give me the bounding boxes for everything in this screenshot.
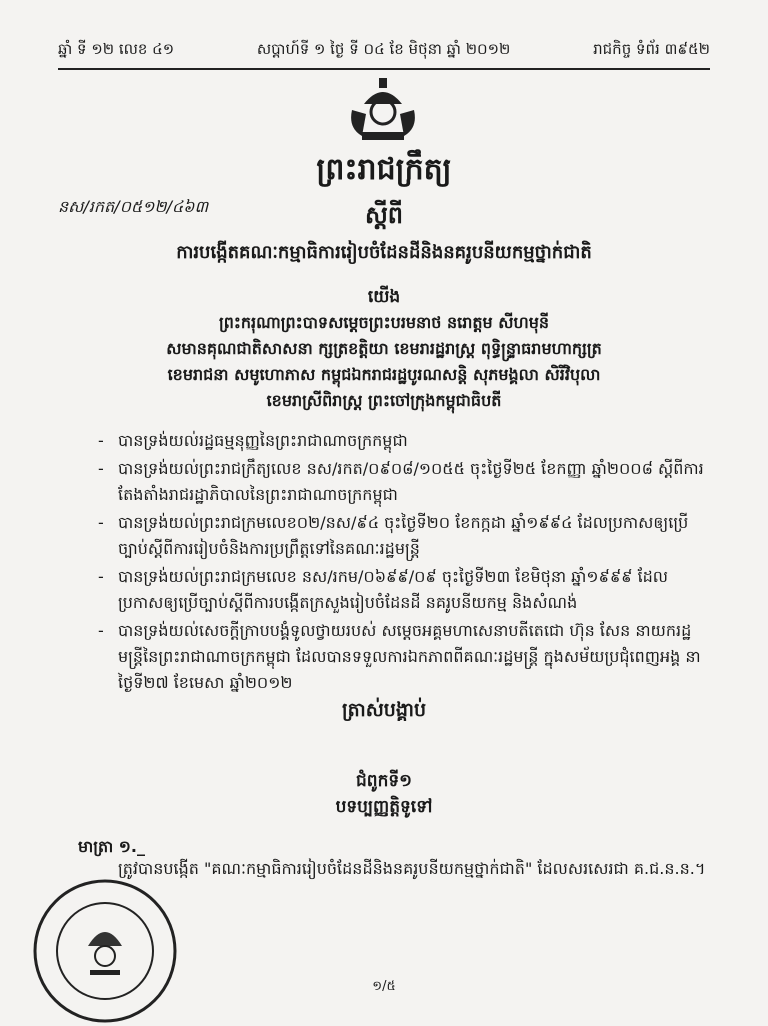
decree-heading: ត្រាស់បង្គាប់ bbox=[341, 699, 427, 721]
king-title-line: ព្រះករុណាព្រះបាទសម្តេចព្រះបរមនាថ នរោត្តម សីហមុនី bbox=[218, 313, 550, 332]
we-heading: យើង bbox=[367, 287, 401, 307]
list-item: - បានទ្រង់យល់ព្រះរាជក្រឹត្យលេខ នស/រកត/០៩០៨/១០៥៥ ចុះថ្ងៃទី២៥ ខែកញ្ញា ឆ្នាំ២០០៨ ស្តីពីការតែងតាំងរាជរដ្ឋាភិបាលនៃព្រះរាជាណាចក្រកម្ពុជា bbox=[98, 456, 708, 508]
chapter-title: បទប្បញ្ញត្តិទូទៅ bbox=[335, 797, 433, 817]
gazette-page: រាជកិច្ច ទំព័រ ៣៩៥២ bbox=[593, 40, 710, 58]
article-label: មាត្រា ១._ bbox=[78, 837, 145, 856]
decree-subject: ការបង្កើតគណៈកម្មាធិការរៀបចំដែនដីនិងនគរូបនីយកម្មថ្នាក់ជាតិ bbox=[176, 242, 592, 263]
list-item: - បានទ្រង់យល់ព្រះរាជក្រមលេខ នស/រកម/០៦៩៩/០៩ ចុះថ្ងៃទី២៣ ខែមិថុនា ឆ្នាំ១៩៩៩ ដែលប្រកាសឲ្យប្រើច្បាប់ស្តីពីការបង្កើតក្រសួងរៀបចំដែនដី នគរូបនីយកម្ម និងសំណង់ bbox=[98, 564, 708, 616]
list-item: - បានទ្រង់យល់ព្រះរាជក្រមលេខ០២/នស/៩៤ ចុះថ្ងៃទី២០ ខែកក្កដា ឆ្នាំ១៩៩៤ ដែលប្រកាសឲ្យប្រើច្បាប់ស្តីពីការរៀបចំនិងការប្រព្រឹត្តទៅនៃគណៈរដ្ឋមន្ត្រី bbox=[98, 510, 708, 562]
subtitle: ស្តីពី bbox=[364, 201, 404, 229]
document-title: ព្រះរាជក្រឹត្យ bbox=[316, 152, 452, 187]
gazette-date: សប្តាហ៍ទី ១ ថ្ងៃ ទី ០៤ ខែ មិថុនា ឆ្នាំ ២០១២ bbox=[256, 40, 511, 58]
king-title-line: ខេមរាជនា សមូហោភាស កម្ពុជឯករាជរដ្ឋបូរណសន្តិ សុភមង្គលា សិរីវិបុលា bbox=[167, 365, 601, 384]
considerations-list bbox=[98, 428, 708, 698]
chapter-number: ជំពូកទី១ bbox=[355, 771, 413, 791]
royal-emblem-icon bbox=[344, 74, 422, 146]
gazette-year-issue: ឆ្នាំ ទី ១២ លេខ ៤១ bbox=[58, 40, 175, 58]
reference-number: នស/រកត/០៥១២/៤៦៣ bbox=[58, 197, 209, 216]
page-number: ១/៥ bbox=[372, 979, 396, 994]
list-item: - បានទ្រង់យល់រដ្ឋធម្មនុញ្ញនៃព្រះរាជាណាចក្រកម្ពុជា bbox=[98, 428, 708, 454]
article-text: ត្រូវបានបង្កើត "គណៈកម្មាធិការរៀបចំដែនដីនិងនគរូបនីយកម្មថ្នាក់ជាតិ" ដែលសរសេរជា គ.ជ.ន.ន.។ bbox=[118, 859, 706, 878]
gazette-header bbox=[58, 40, 710, 70]
official-seal-icon bbox=[30, 876, 180, 1026]
list-item: - បានទ្រង់យល់សេចក្តីក្រាបបង្គំទូលថ្វាយរបស់ សម្តេចអគ្គមហាសេនាបតីតេជោ ហ៊ុន សែន នាយករដ្ឋមន្ត្រីនៃព្រះរាជាណាចក្រកម្ពុជា ដែលបានទទួលការឯកភាពពីគណៈរដ្ឋមន្ត្រី ក្នុងសម័យប្រជុំពេញអង្គ នាថ្ងៃទី២៧ ខែមេសា ឆ្នាំ២០១២ bbox=[98, 618, 708, 696]
king-title-line: ខេមរាស្រីពិរាស្ត្រ ព្រះចៅក្រុងកម្ពុជាធិបតី bbox=[266, 391, 502, 410]
king-title-line: សមានគុណជាតិសាសនា ក្សត្រខត្តិយា ខេមរារដ្ឋរាស្ត្រ ពុទ្ធិន្ទ្រាធរាមហាក្សត្រ bbox=[166, 339, 602, 358]
